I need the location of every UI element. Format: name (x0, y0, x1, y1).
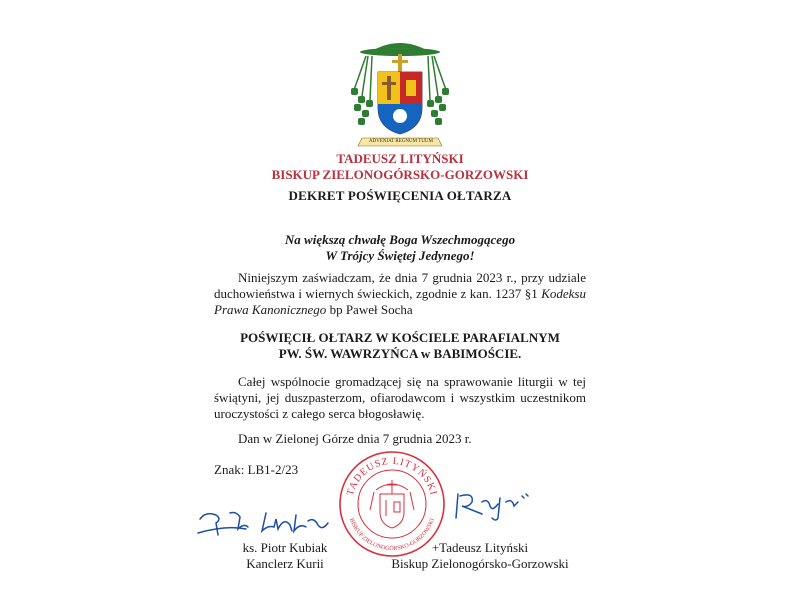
chancellor-signature-block (220, 540, 350, 572)
bishop-signer-name: +Tadeusz Lityński (431, 540, 529, 555)
invocation-line-2: W Trójcy Świętej Jedynego! (325, 248, 475, 263)
blessing-paragraph: Całej wspólnocie gromadzącej się na sprawowanie liturgii w tej świątyni, jej duszpasterzom, ofiarodawcom i wszystkim uczestnikom uroczystości z całego serca błogosławię. (214, 374, 586, 421)
coat-motto: ADVENIAT REGNUM TUUM (369, 139, 433, 144)
certification-text-a: Niniejszym zaświadczam, że dnia 7 grudnia 2023 r., przy udziale duchowieństwa i wiernych świeckich, zgodnie z kan. 1237 §1 (214, 270, 586, 301)
bishop-signer-role: Biskup Zielonogórsko-Gorzowski (391, 556, 569, 571)
place-and-date: Dan w Zielonej Górze dnia 7 grudnia 2023 r. (238, 431, 472, 446)
certification-text-b: bp Paweł Socha (326, 302, 413, 317)
seal-text-bottom: BISKUP ZIELONOGÓRSKO-GORZOWSKI (348, 517, 436, 553)
chancellor-name: ks. Piotr Kubiak (242, 540, 328, 555)
bishop-signature-block (380, 540, 580, 572)
episcopal-coat-of-arms-icon (348, 30, 452, 152)
consecration-line-1: POŚWIĘCIŁ OŁTARZ W KOŚCIELE PARAFIALNYM (240, 330, 560, 345)
decree-title: DEKRET POŚWIĘCENIA OŁTARZA (288, 188, 512, 203)
bishop-title: BISKUP ZIELONOGÓRSKO-GORZOWSKI (271, 167, 529, 182)
reference-number: Znak: LB1-2/23 (214, 462, 299, 477)
consecration-line-2: PW. ŚW. WAWRZYŃCA w BABIMOŚCIE. (278, 346, 522, 361)
certification-paragraph (214, 270, 586, 318)
canon-law-title: Kodeksu Prawa Kanonicznego (214, 286, 586, 317)
seal-text-top: TADEUSZ LITYŃSKI (344, 455, 440, 497)
chancellor-role: Kanclerz Kurii (246, 556, 324, 571)
handwritten-signature-litynski (452, 488, 542, 524)
handwritten-signature-kubiak (196, 505, 346, 541)
invocation-line-1: Na większą chwałę Boga Wszechmogącego (284, 232, 516, 247)
bishop-name: TADEUSZ LITYŃSKI (336, 151, 464, 166)
